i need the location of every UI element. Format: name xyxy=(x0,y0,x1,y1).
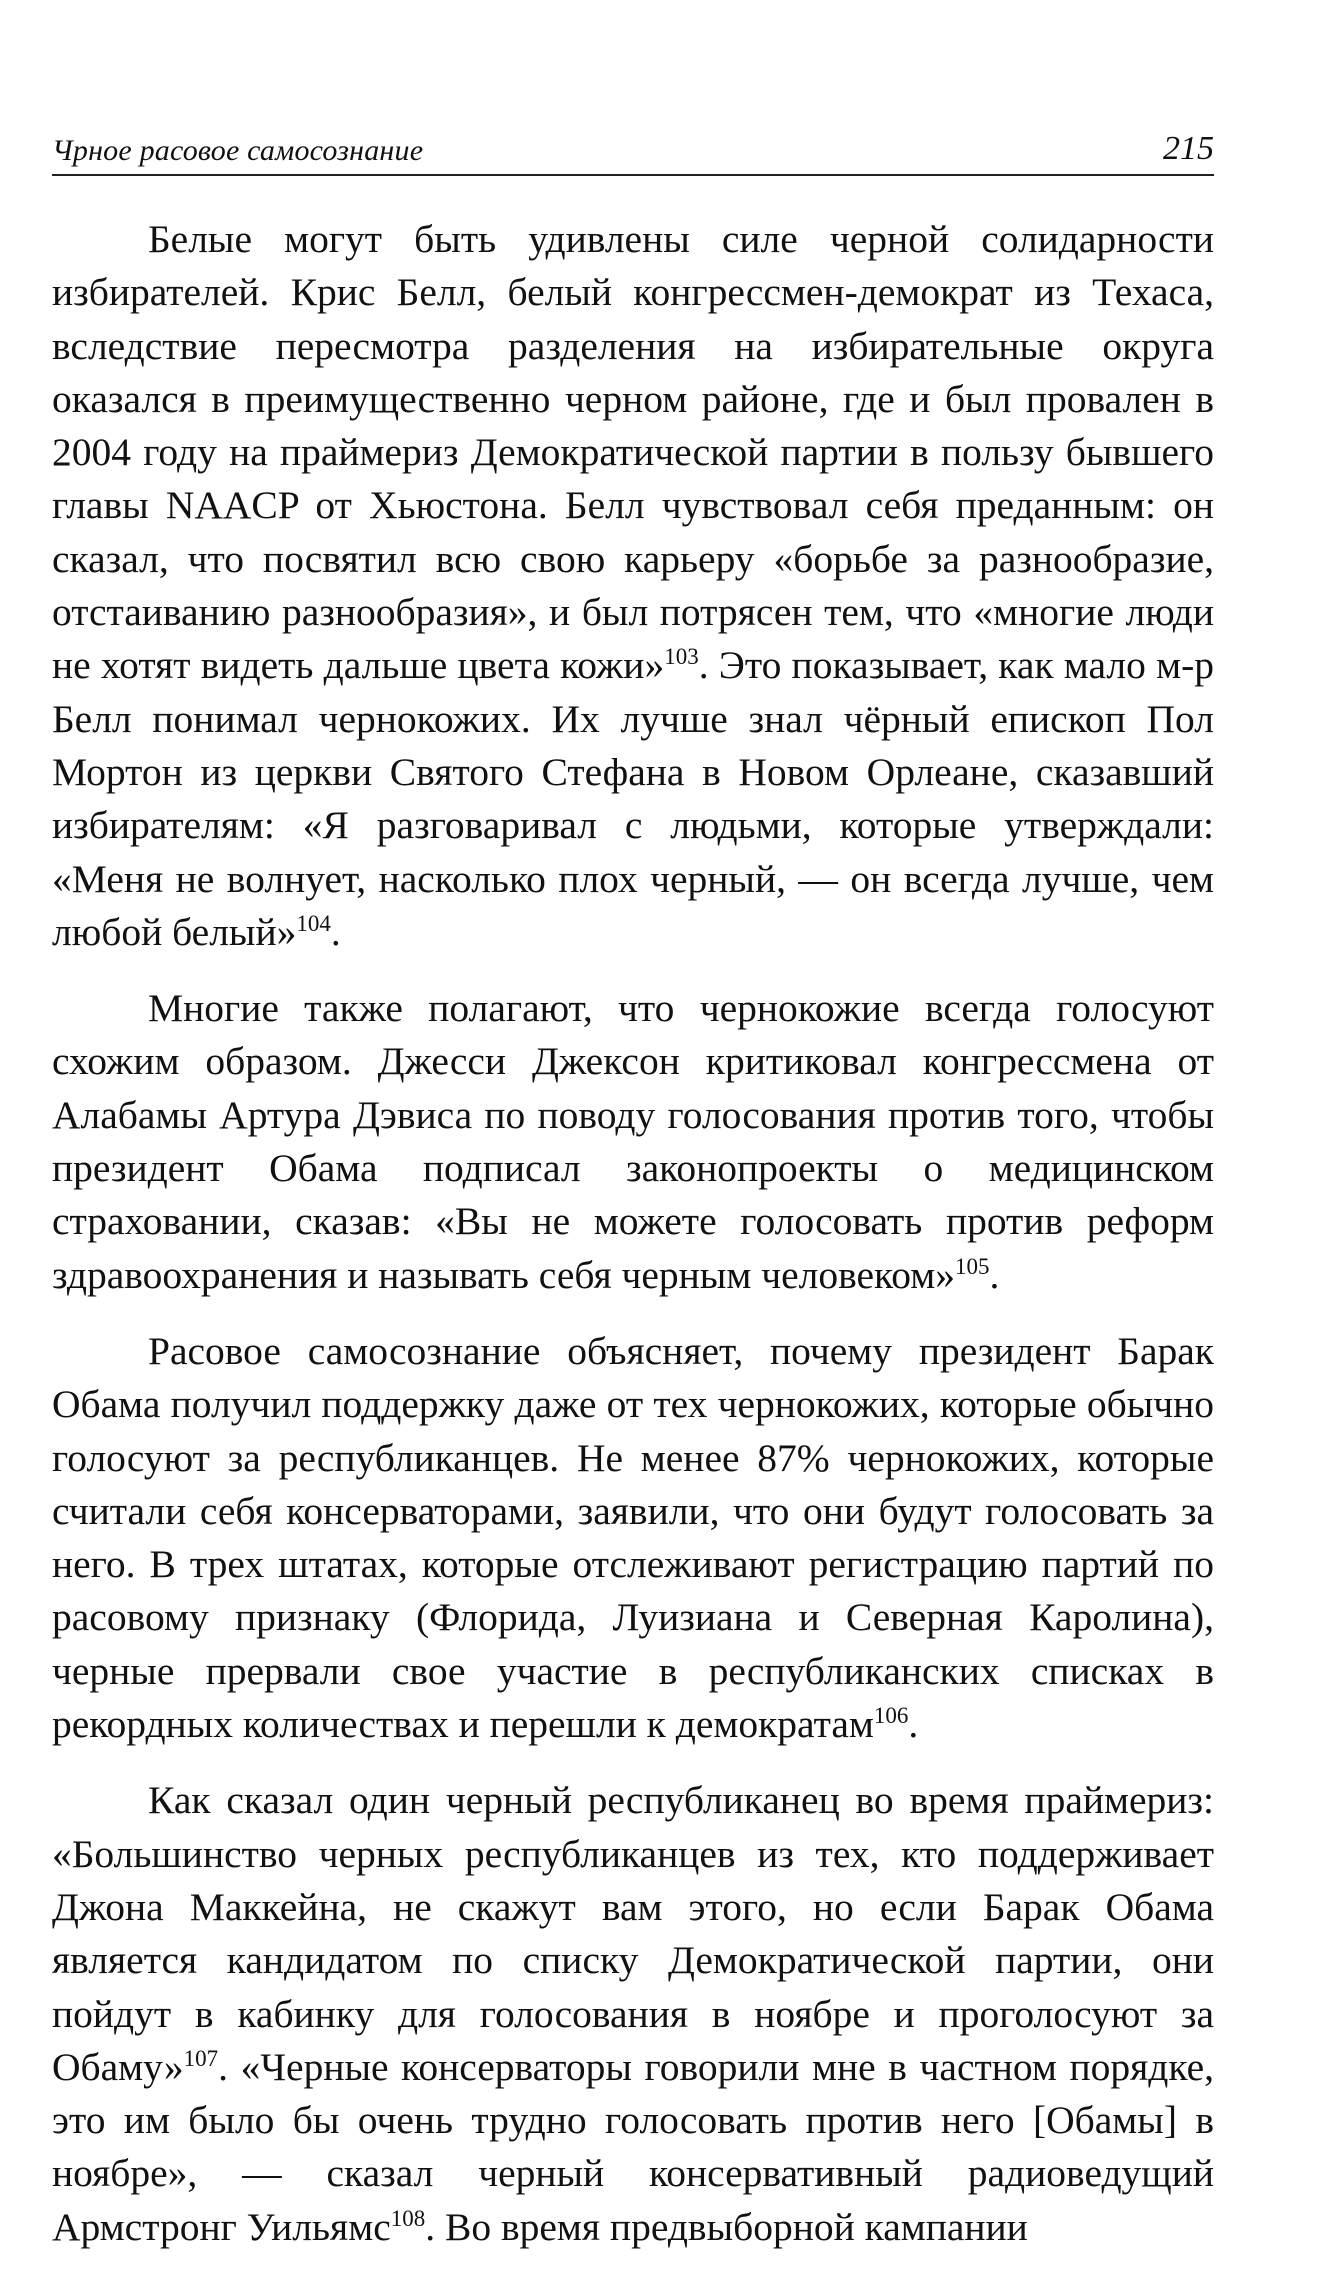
paragraph-text: . Во время предвыборной кампании xyxy=(425,2204,1028,2249)
footnote-ref: 105 xyxy=(954,1253,990,1279)
paragraph xyxy=(52,1325,1214,1751)
page-number: 215 xyxy=(1163,130,1214,167)
paragraph-text: Белые могут быть удивлены силе черной солидарности избирателей. Крис Белл, белый конгрессмен-демократ из Техаса, вследствие пересмотра разделения на избирательные округа оказался в преимущественно черном районе, где и был провален в 2004 году на праймериз Демократической партии в пользу бывшего главы NAACP от Хьюстона. Белл чувствовал себя преданным: он сказал, что посвятил всю свою карьеру «борьбе за разнообразие, отстаиванию разнообразия», и был потрясен тем, что «многие люди не хотят видеть дальше цвета кожи» xyxy=(52,217,1214,688)
paragraph-text: Многие также полагают, что чернокожие всегда голосуют схожим образом. Джесси Джексон критиковал конгрессмена от Алабамы Артура Дэвиса по поводу голосования против того, чтобы президент Обама подписал законопроекты о медицинском страховании, сказав: «Вы не можете голосовать против реформ здравоохранения и называть себя черным человеком» xyxy=(52,986,1214,1297)
paragraph-text: . xyxy=(908,1702,919,1747)
paragraph-text: Расовое самосознание объясняет, почему президент Барак Обама получил поддержку даже от тех чернокожих, которые обычно голосуют за республиканцев. Не менее 87% чернокожих, которые считали себя консерваторами, заявили, что они будут голосовать за него. В трех штатах, которые отслеживают регистрацию партий по расовому признаку (Флорида, Луизиана и Северная Каролина), черные прервали свое участие в республиканских списках в рекордных количествах и перешли к демократам xyxy=(52,1328,1214,1747)
paragraph-text: Как сказал один черный республиканец во время праймериз: «Большинство черных республиканцев из тех, кто поддерживает Джона Маккейна, не скажут вам этого, но если Барак Обама является кандидатом по списку Демократической партии, они пойдут в кабинку для голосования в ноябре и проголосуют за Обаму» xyxy=(52,1778,1214,2089)
footnote-ref: 108 xyxy=(390,2205,426,2231)
paragraph-text: . «Черные консерваторы говорили мне в частном порядке, это им было бы очень трудно голосовать против него [Обамы] в ноябре», — сказал черный консервативный радиоведущий Армстронг Уильямс xyxy=(52,2044,1214,2249)
paragraph-text: . xyxy=(989,1252,1000,1297)
footnote-ref: 104 xyxy=(296,910,331,936)
paragraph xyxy=(52,1774,1214,2254)
paragraph-text: . Это показывает, как мало м-р Белл понимал чернокожих. Их лучше знал чёрный епископ Пол Мортон из церкви Святого Стефана в Новом Орлеане, сказавший избирателям: «Я разговаривал с людьми, которые утверждали: «Меня не волнует, насколько плох черный, — он всегда лучше, чем любой белый» xyxy=(52,643,1214,954)
footnote-ref: 106 xyxy=(873,1702,909,1728)
body-text xyxy=(52,213,1214,2277)
footnote-ref: 103 xyxy=(664,644,699,670)
paragraph-text: . xyxy=(330,909,341,954)
paragraph xyxy=(52,213,1214,959)
footnote-ref: 107 xyxy=(183,2045,219,2071)
paragraph xyxy=(52,982,1214,1302)
running-title: Чрное расовое самосознание xyxy=(52,134,424,167)
running-header xyxy=(52,128,1214,176)
